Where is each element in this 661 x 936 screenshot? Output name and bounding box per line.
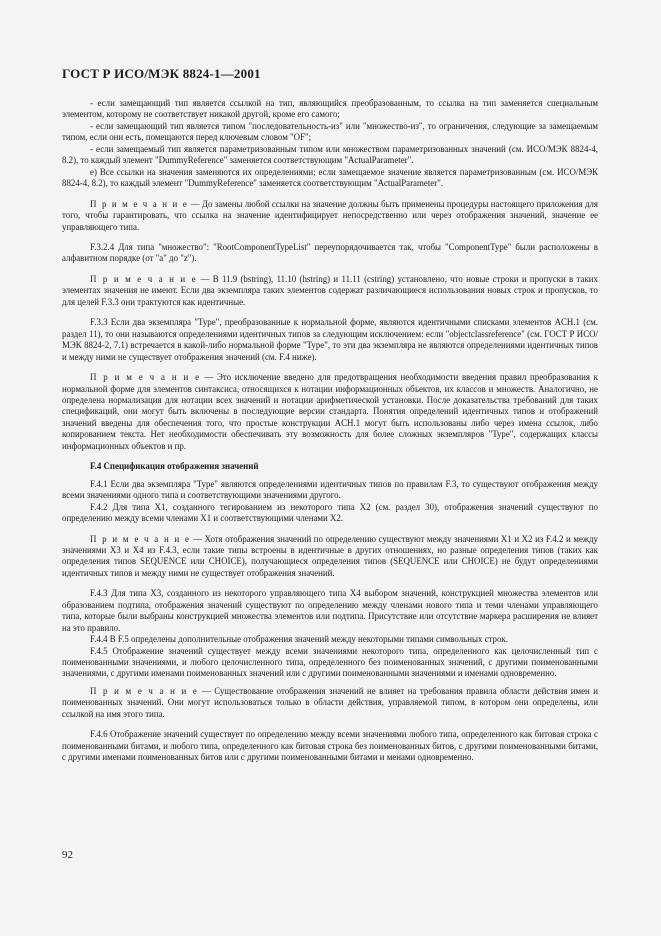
note-label: П р и м е ч а н и е <box>90 533 191 544</box>
paragraph-3: - если замещаемый тип является параметризованным типом или множеством параметризованных значений (см. ИСО/МЭК 8824-4, 8.2), то каждый элемент "DummyReference" заменяется соответствующим "ActualParameter". <box>62 143 598 166</box>
note-text: — До замены любой ссылки на значение должны быть применены процедуры настоящего приложения для того, чтобы гарантировать, что ссылка на значение идентифицирует непосредственно или через отображения значений, значение ее управляющего типа. <box>62 198 598 232</box>
paragraph-f46: F.4.6 Отображение значений существует по определению между всеми значениями любого типа, определенного как битовая строка с поименованными битами, и любого типа, определенного как битовая строка без поименованных битов, с другими поименованными битами, с другими именами поименованных битов или с другими поименованными битами и менами одновременно. <box>62 729 598 763</box>
note-1 <box>62 199 598 233</box>
paragraph-f44: F.4.4 В F.5 определены дополнительные отображения значений между некоторыми типами символьных строк. <box>90 634 508 645</box>
note-text: — Хотя отображения значений по определению существуют между значениями X1 и X2 из F.4.2 и между значениями X3 и X4 из F.4.3, если такие типы встроены в идентичные в других отношениях, но разные определения типов (таких как определения типов SEQUENCE или CHOICE), получающиеся определения типов (SEQUENCE или CHOICE) не будут определениями идентичных типов и между ними не существует отображения значений. <box>62 533 598 578</box>
page-header: ГОСТ Р ИСО/МЭК 8824-1—2001 <box>62 66 261 81</box>
note-5 <box>62 686 598 720</box>
note-label: П р и м е ч а н и е <box>90 198 189 209</box>
paragraph-f324: F.3.2.4 Для типа "множество": "RootComponentTypeList" переупорядочивается так, чтобы "ComponentType" были расположены в алфавитном порядке (от "a" до "z"). <box>62 241 598 264</box>
note-label: П р и м е ч а н и е <box>90 273 198 284</box>
paragraph-4: е) Все ссылки на значения заменяются их определениями; если замещаемое значение является параметризованным (см. ИСО/МЭК 8824-4, 8.2), то каждый элемент "DummyReference" заменяется соответствующим "ActualParameter". <box>62 166 598 189</box>
note-4 <box>62 534 598 580</box>
paragraph-2: - если замещающий тип является типом "последовательность-из" или "множество-из", то ограничения, следующие за замещаемым типом, если они есть, помещаются перед ключевым словом "OF"; <box>62 120 598 143</box>
note-label: П р и м е ч а н и е <box>90 372 201 383</box>
paragraph-1: - если замещающий тип является ссылкой на тип, являющийся преобразованным, то ссылка на тип заменяется специальным элементом, которому не соответствует никакой другой, кроме его самого; <box>62 98 598 120</box>
paragraph-f43: F.4.3 Для типа X3, созданного из некоторого управляющего типа X4 выбором значений, конструкцией множества элементов или образованием подтипа, отображения значений существуют по определению между членами нового типа и теми членами управляющего типа, которые были выбраны конструкцией множества элементов или подтипа. Присутствие или отсутствие маркера расширения не влияет на это правило. <box>62 588 598 633</box>
paragraph-f33: F.3.3 Если два экземпляра "Type", преобразованные к нормальной форме, являются идентичными списками элементов ACH.1 (см. раздел 11), то они называются определениями идентичных типов за следующим исключением: если "objectclassreference" (см. ГОСТ Р ИСО/МЭК 8824-2, 7.1) встречается в какой-либо нормальной форме "Type", то эти два экземпляра не являются определениями идентичных типов и между ними не существует отображения значений (см. F.4 ниже). <box>62 317 598 362</box>
note-text: — Это исключение введено для предотвращения необходимости введения правил преобразования к нормальной форме для элементов синтаксиса, относящихся к нотации информационных объектов, их классов и множеств. Аналогично, не определена нормализация для нотации всех значений и нотации арифметической установки. После доказательства требований для таких спецификаций, они могут быть включены в последующие версии стандарта. Понятия определений идентичных типов и отображений значений введены для обеспечения того, что простые конструкции ACH.1 могут быть использованы либо через имена ссылок, либо копированием текста. Нет необходимости обеспечивать эту возможность для более сложных экземпляров "Type", содержащих классы информационных объектов и пр. <box>62 372 598 451</box>
section-title-f4: F.4 Спецификация отображения значений <box>90 461 259 472</box>
note-text: — Существование отображения значений не влияет на требования правила области действия имен и поименованных значений. Они могут использоваться только в области действия, управляемой типом, в котором они определены, или ссылкой на имя этого типа. <box>62 685 598 719</box>
page-number: 92 <box>62 849 73 861</box>
paragraph-f45: F.4.5 Отображение значений существует между всеми значениями некоторого типа, определенного как целочисленный тип с поименованными значениями, и любого целочисленного типа, определенного без поименованных значений, с другими поименованными значениями, с другими именами поименованных значений или с другими поименованными значениями и именами одновременно. <box>62 645 598 679</box>
note-3 <box>62 372 598 452</box>
paragraph-f41: F.4.1 Если два экземпляра "Type" являются определениями идентичных типов по правилам F.3, то существуют отображения между всеми значениями одного типа и соответствующими значениями другого. <box>62 478 598 501</box>
body-text <box>62 98 598 764</box>
note-label: П р и м е ч а н и е <box>90 685 199 696</box>
note-text: — В 11.9 (bstring), 11.10 (hstring) и 11.11 (cstring) установлено, что новые строки и пропуски в таких элементах значения не имеют. Если два экземпляра таких элементов содержат различающиеся использования новых строк и пропусков, то для целей F.3.3 они трактуются как идентичные. <box>62 273 598 307</box>
paragraph-f42: F.4.2 Для типа X1, созданного тегированием из некоторого типа X2 (см. раздел 30), отображения значений существуют по определению между всеми членами X1 и соответствующими членами X2. <box>62 501 598 524</box>
note-2 <box>62 274 598 308</box>
